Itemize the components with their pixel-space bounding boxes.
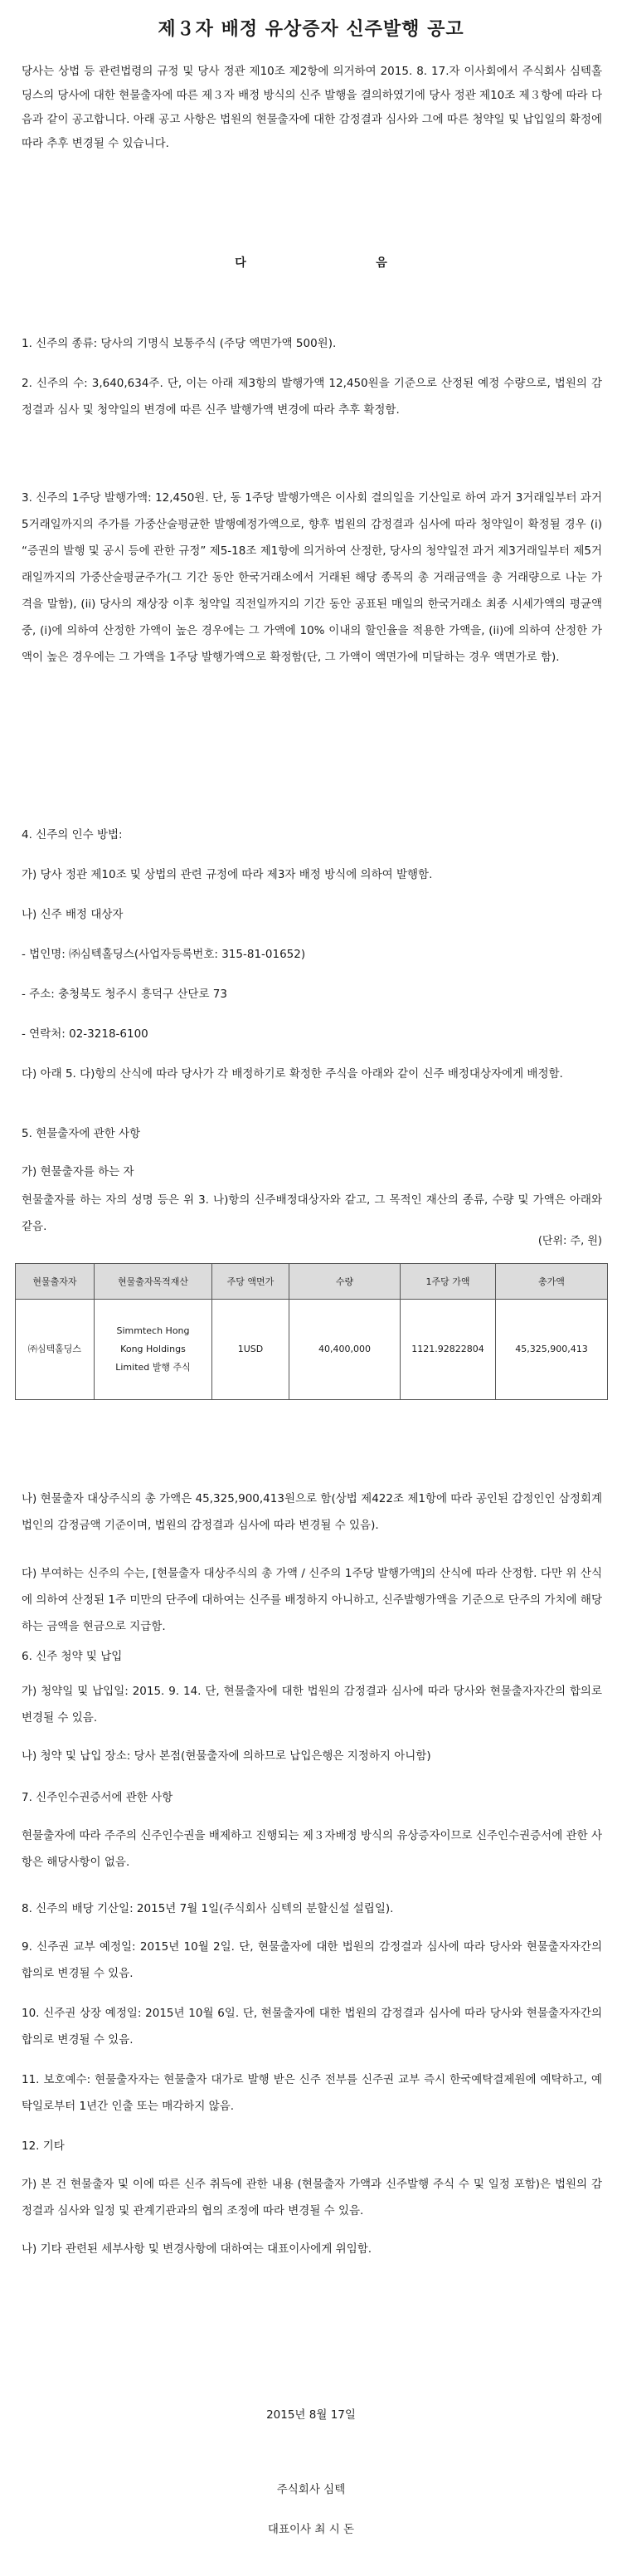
item-4b-company: - 법인명: ㈜심텍홀딩스(사업자등록번호: 315-81-01652) [22,948,306,961]
ceo-name: 대표이사 최 시 돈 [267,2523,355,2536]
item-5: 5. 현물출자에 관한 사항 [22,1127,141,1140]
table-unit: (단위: 주, 원) [537,1235,602,1247]
item-6b: 나) 청약 및 납입 장소: 당사 본점(현물출자에 의하므로 납입은행은 지정하지 아니함) [22,1749,431,1763]
header-price: 1주당 가액 [401,1264,496,1300]
item-3: 3. 신주의 1주당 발행가액: 12,450원. 단, 동 1주당 발행가액은 이사회 결의일을 기산일로 하여 과거 3거래일부터 과거 5거래일까지의 주가를 가중산술평균한 발행예정가액으로, 향후 법원의 감정결과 심사에 따라 청약일이 확정될 경우 (i) “증권의 발행 및 공시 등에 관한 규정” 제5-18조 제1항에 의거하여 산정한, 당사의 청약일전 과거 제3거래일부터 제5거래일까지의 가중산술평균주가(그 기간 동안 한국거래소에서 거래된 해당 종목의 총 거래금액을 총 거래량으로 나눈 가격을 말함), (ii) 당사의 재상장 이후 청약일 직전일까지의 기간 동안 공표된 매일의 한국거래소 최종 시세가액의 평균액 중, (i)에 의하여 산정한 가액이 높은 경우에는 그 가액에 10% 이내의 할인율을 적용한 가액을, (ii)에 의하여 산정한 가액이 높은 경우에는 그 가액을 1주당 발행가액으로 확정함(단, 그 가액이 액면가에 미달하는 경우 액면가로 함). [22,491,602,664]
item-4a: 가) 당사 정관 제10조 및 상법의 관련 규정에 따라 제3자 배정 방식에 의하여 발행함. [22,868,433,881]
item-1: 1. 신주의 종류: 당사의 기명식 보통주식 (주당 액면가액 500원). [22,337,337,350]
cell-par: 1USD [212,1300,289,1400]
item-4c: 다) 아래 5. 다)항의 산식에 따라 당사가 각 배정하기로 확정한 주식을 아래와 같이 신주 배정대상자에게 배정함. [22,1067,563,1081]
page-title: 제３자 배정 유상증자 신주발행 공고 [158,19,464,40]
header-asset: 현물출자목적재산 [95,1264,212,1300]
intro-paragraph: 당사는 상법 등 관련법령의 규정 및 당사 정관 제10조 제2항에 의거하여 2015. 8. 17.자 이사회에서 주식회사 심텍홀딩스의 당사에 대한 현물출자에 따른 제３자 배정 방식의 신주 발행을 결의하였기에 당사 정관 제10조 제３항에 따라 다음과 같이 공고합니다. 아래 공고 사항은 법원의 현물출자에 대한 감정결과 심사와 그에 따른 청약일 및 납입일의 확정에 따라 추후 변경될 수 있습니다. [22,65,602,150]
item-5b: 나) 현물출자 대상주식의 총 가액은 45,325,900,413원으로 함(상법 제422조 제1항에 따라 공인된 감정인인 삼정회계법인의 감정금액 기준이며, 법원의 감정결과 심사에 따라 변경될 수 있음). [22,1492,602,1532]
item-5c: 다) 부여하는 신주의 수는, [현물출자 대상주식의 총 가액 / 신주의 1주당 발행가액]의 산식에 따라 산정함. 다만 위 산식에 의하여 산정된 1주 미만의 단주에 대하여는 신주를 배정하지 아니하고, 신주발행가액을 기준으로 단주의 가치에 해당하는 금액을 현금으로 지급함. [22,1567,602,1633]
item-12: 12. 기타 [22,2139,65,2153]
item-9: 9. 신주권 교부 예정일: 2015년 10월 2일. 단, 현물출자에 대한 법원의 감정결과 심사에 따라 당사와 현물출자자간의 합의로 변경될 수 있음. [22,1940,602,1980]
header-contributor: 현물출자자 [16,1264,95,1300]
item-10: 10. 신주권 상장 예정일: 2015년 10월 6일. 단, 현물출자에 대한 법원의 감정결과 심사에 따라 당사와 현물출자자간의 합의로 변경될 수 있음. [22,2007,602,2047]
contribution-table [15,1263,608,1400]
item-7a: 현물출자에 따라 주주의 신주인수권을 배제하고 진행되는 제３자배정 방식의 유상증자이므로 신주인수권증서에 관한 사항은 해당사항이 없음. [22,1829,602,1869]
cell-contributor: ㈜심텍홀딩스 [16,1300,95,1400]
table-row [16,1300,608,1400]
company-name: 주식회사 심텍 [276,2483,346,2496]
item-5a: 가) 현물출자를 하는 자 [22,1165,134,1178]
item-2: 2. 신주의 수: 3,640,634주. 단, 이는 아래 제3항의 발행가액 12,450원을 기준으로 산정된 예정 수량으로, 법원의 감정결과 심사 및 청약일의 변경에 따른 신주 발행가액 변경에 따라 추후 확정함. [22,377,602,417]
cell-asset-line1: Simmtech Hong [116,1325,190,1336]
cell-quantity: 40,400,000 [289,1300,401,1400]
item-4b-phone: - 연락처: 02-3218-6100 [22,1027,148,1041]
cell-asset-line2: Kong Holdings [120,1344,186,1354]
cell-total: 45,325,900,413 [496,1300,608,1400]
item-12b: 나) 기타 관련된 세부사항 및 변경사항에 대하여는 대표이사에게 위임함. [22,2242,372,2256]
header-quantity: 수량 [289,1264,401,1300]
item-6a: 가) 청약일 및 납입일: 2015. 9. 14. 단, 현물출자에 대한 법원의 감정결과 심사에 따라 당사와 현물출자자간의 합의로 변경될 수 있음. [22,1685,602,1725]
notice-heading-right: 음 [376,256,387,270]
item-5a-text: 현물출자를 하는 자의 성명 등은 위 3. 나)항의 신주배정대상자와 같고, 그 목적인 재산의 종류, 수량 및 가액은 아래와 같음. [22,1193,602,1233]
item-12a: 가) 본 건 현물출자 및 이에 따른 신주 취득에 관한 내용 (현물출자 가액과 신주발행 주식 수 및 일정 포함)은 법원의 감정결과 심사와 일정 및 관계기관과의 협의 조정에 따라 변경될 수 있음. [22,2178,602,2217]
cell-asset [95,1300,212,1400]
notice-heading-left: 다 [235,256,246,270]
item-4b-address: - 주소: 충청북도 청주시 흥덕구 산단로 73 [22,988,227,1001]
item-4b: 나) 신주 배정 대상자 [22,908,124,921]
table-header-row [16,1264,608,1300]
header-par: 주당 액면가 [212,1264,289,1300]
cell-asset-line3: Limited 발행 주식 [115,1362,191,1373]
cell-price: 1121.92822804 [401,1300,496,1400]
item-8: 8. 신주의 배당 기산일: 2015년 7월 1일(주식회사 심텍의 분할신설 설립일). [22,1902,394,1915]
item-6: 6. 신주 청약 및 납입 [22,1650,123,1663]
header-total: 총가액 [496,1264,608,1300]
item-7: 7. 신주인수권증서에 관한 사항 [22,1791,173,1804]
announcement-date: 2015년 8월 17일 [266,2408,356,2422]
item-11: 11. 보호예수: 현물출자자는 현물출자 대가로 발행 받은 신주 전부를 신주권 교부 즉시 한국예탁결제원에 예탁하고, 예탁일로부터 1년간 인출 또는 매각하지 않음. [22,2073,602,2113]
notice-heading [0,254,622,271]
item-4: 4. 신주의 인수 방법: [22,828,123,842]
